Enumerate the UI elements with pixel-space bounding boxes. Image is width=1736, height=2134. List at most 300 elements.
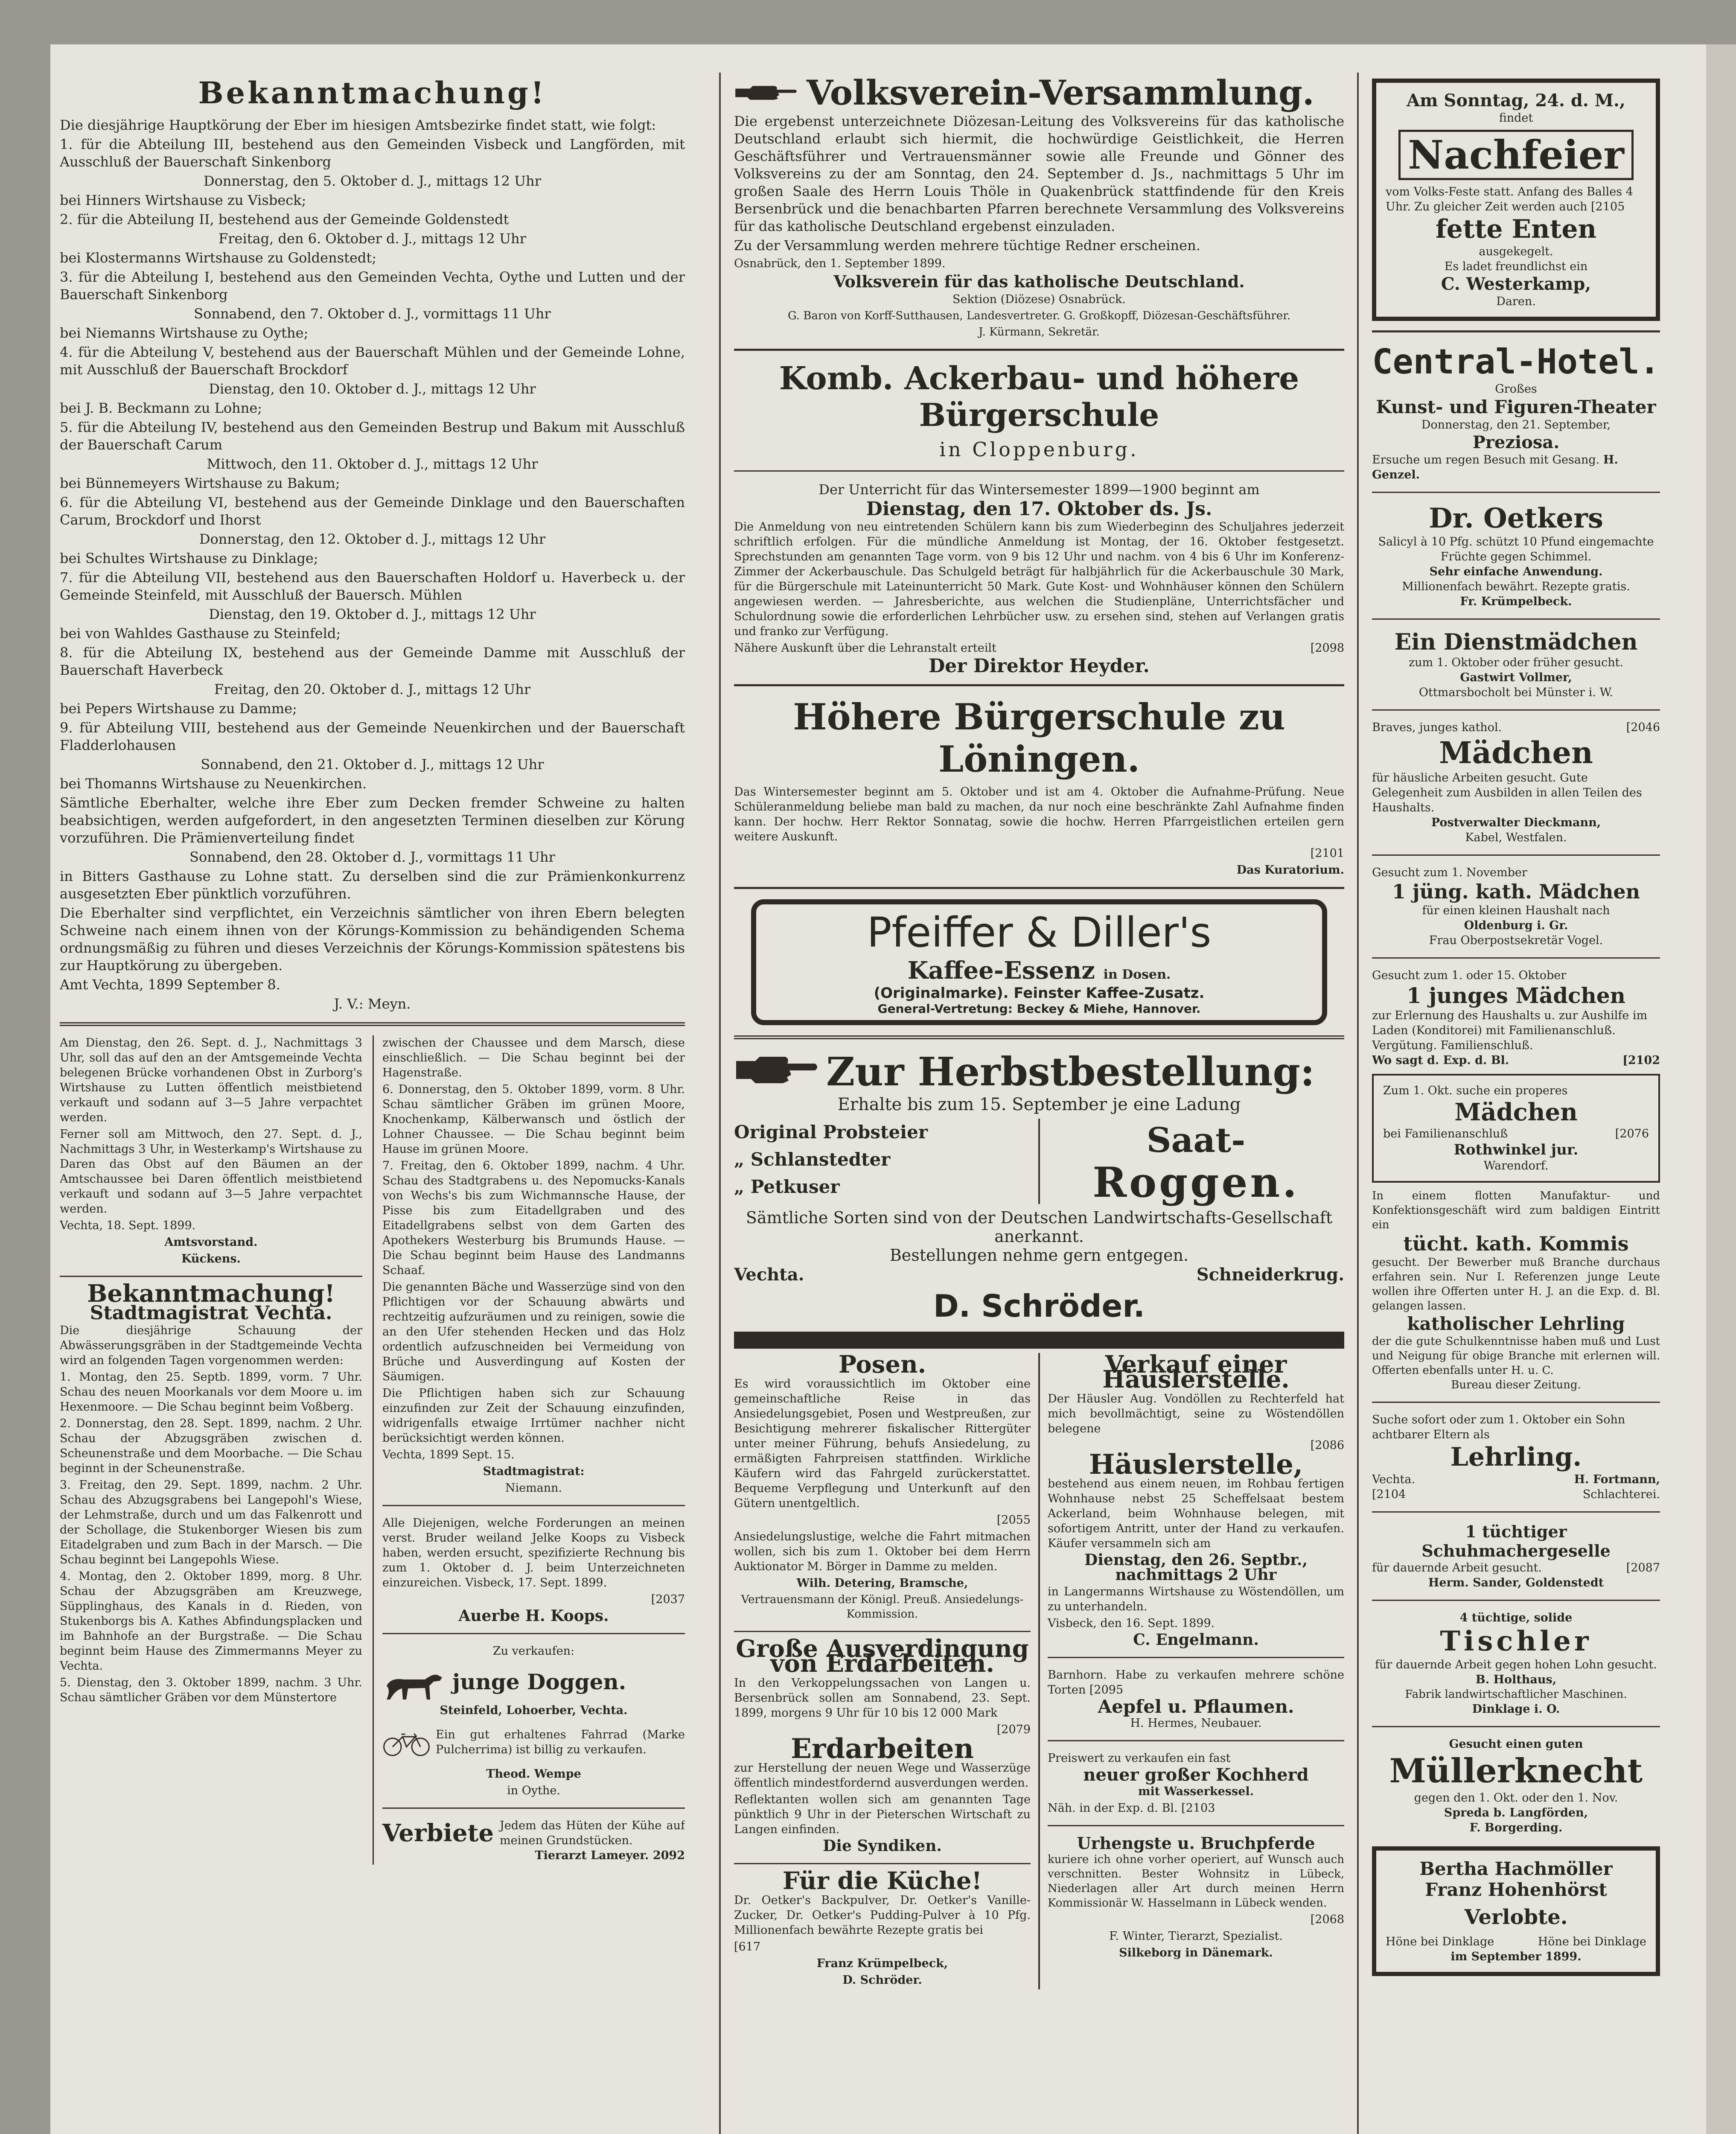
- eber-koerung-notice: [60, 117, 685, 1013]
- ad-signature: H. Genzel.: [1372, 453, 1618, 481]
- ad-line: für dauernde Arbeit gesucht. [2087: [1372, 1561, 1660, 1574]
- name: Franz Hohenhörst: [1425, 1879, 1607, 1900]
- ad-number-value: 2104: [1376, 1488, 1406, 1501]
- notice-date: Visbeck, den 16. Sept. 1899.: [1048, 1617, 1215, 1630]
- dienstmaedchen-title: Ein Dienstmädchen: [1394, 629, 1638, 655]
- ad-text: Ersuche um regen Besuch mit Gesang.: [1372, 453, 1600, 466]
- ad-line: Steinfeld, Lohoerber, Vechta.: [440, 1704, 628, 1717]
- ad-title: Lehrling.: [1450, 1442, 1582, 1472]
- ad-title: Preziosa.: [1472, 432, 1560, 452]
- bicycle-ad: [382, 1720, 685, 1767]
- notice-line: Sektion (Diözese) Osnabrück.: [952, 293, 1126, 306]
- notice-heading: Bekanntmachung!: [87, 1280, 335, 1308]
- ad-line: gesucht. Der Bewerber muß Branche durchaus erfahren sein. Nur I. Referenzen junge Leute wollen ihre Offerten unter H. J. an die Exp. d. Bl. gelangen lassen.: [1372, 1256, 1660, 1312]
- location: Schneiderkrug.: [1196, 1265, 1344, 1285]
- divider: [1372, 957, 1660, 959]
- divider: [734, 1863, 1031, 1864]
- ad-signature: Franz Krümpelbeck,: [816, 1957, 948, 1970]
- ad-line: kuriere ich ohne vorher operiert, auf Wunsch auch verschnitten. Bester Wohnsitz in Lübeck, Niederlagen aller Art durch meinen Herrn Kommissionär W. Hasselmann in Lübeck wenden.: [1048, 1853, 1344, 1910]
- divider: [1048, 1825, 1344, 1826]
- notice-line: Die Anmeldung von neu eintretenden Schülern kann bis zum Wiederbeginn des Schuljahres jederzeit schriftlich erfolgen. Für die mündliche Anmeldung ist Montag, der 16. Oktober festgesetzt. Sprechstunden am genannten Tage vorm. von 9 bis 12 Uhr und nachm. von 4 bis 6 Uhr im Konferenz-Zimmer der Ackerbauschule. Das Schulgeld beträgt für halbjährlich für die Ackerbauschule 30 Mark, für die Bürgerschule mit Lateinunterricht 50 Mark. Gute Kost- und Wohnhäuser können den Schülern angewiesen werden. — Jahresberichte, aus welchen die Studienpläne, Unterrichtsfächer und Schulordnung sowie die erforderlichen Lehrbücher usw. zu ersehen sind, stehen auf Verlangen gratis und franko zur Verfügung.: [734, 520, 1344, 638]
- ad-line: findet: [1499, 111, 1533, 125]
- notice-line: Der Unterricht für das Wintersemester 1899—1900 beginnt am: [818, 481, 1260, 498]
- pointing-hand-icon: [734, 1052, 819, 1091]
- ad-signature: D. Schröder.: [933, 1288, 1145, 1324]
- notice-line: In den Verkoppelungssachen von Langen u. Bersenbrück sollen am Sonnabend, 23. Sept. 1899, morgens 9 Uhr für 10 bis 12 000 Mark: [734, 1676, 1031, 1720]
- ad-line: [1386, 1934, 1646, 1949]
- ad-number: [2086: [1310, 1439, 1344, 1452]
- divider: [734, 470, 1344, 472]
- notice-line: in Langermanns Wirtshause zu Wöstendöllen, um zu unterhandeln.: [1048, 1585, 1344, 1613]
- ad-signature: Frau Oberpostsekretär Vogel.: [1429, 934, 1603, 947]
- ad-line: gegen den 1. Okt. oder den 1. Nov.: [1414, 1791, 1618, 1805]
- divider: [1372, 330, 1660, 332]
- notice-org: Volksverein für das katholische Deutschland.: [833, 272, 1245, 291]
- ad-number-value: 2087: [1631, 1561, 1660, 1574]
- ad-signature: Herm. Sander, Goldenstedt: [1428, 1576, 1604, 1589]
- notice-line: in Bitters Gasthause zu Lohne statt. Zu derselben sind die zur Prämienkonkurrenz ausgesetzten Eber pünktlich vorzuführen.: [60, 868, 685, 902]
- variety: „ Schlanstedter: [734, 1149, 891, 1170]
- notice-line: G. Baron von Korff-Sutthausen, Landesvertreter. G. Großkopff, Diözesan-Geschäftsführer.: [787, 309, 1291, 322]
- right-subcolumn: [373, 1035, 685, 1865]
- notice-date: Freitag, den 20. Oktober d. J., mittags 12 Uhr: [214, 681, 531, 697]
- kueche-title: Für die Küche!: [782, 1867, 982, 1895]
- ad-line: Kabel, Westfalen.: [1465, 831, 1567, 844]
- notice-line: Zu der Versammlung werden mehrere tüchtige Redner erscheinen.: [734, 237, 1200, 254]
- notice-place-date: Amt Vechta, 1899 September 8.: [60, 977, 280, 993]
- notice-signature: Niemann.: [505, 1481, 562, 1495]
- ad-date: Am Sonntag, 24. d. M.,: [1407, 90, 1625, 111]
- notice-line: bei Thomanns Wirtshause zu Neuenkirchen.: [60, 775, 367, 792]
- verbiete-ad: [382, 1818, 685, 1848]
- notice-line: 6. Donnerstag, den 5. Oktober 1899, vorm. 8 Uhr. Schau sämtlicher Gräben im grünen Moore, Knochenkamp, Kälberwansch und östlich der Lohner Chaussee. — Die Schau beginnt beim Hause im grünen Moore.: [382, 1083, 685, 1156]
- lehrling-title: katholischer Lehrling: [1407, 1313, 1625, 1334]
- muellerknecht-title: Müllerknecht: [1389, 1752, 1643, 1790]
- ad-number-value: 2076: [1619, 1127, 1649, 1140]
- saat-roggen-label: [1040, 1119, 1344, 1207]
- divider: [734, 1631, 1031, 1632]
- notice-date: Osnabrück, den 1. September 1899.: [734, 257, 946, 270]
- verlobung-ad: [1372, 1846, 1660, 1976]
- ad-line: Jedem das Hüten der Kühe auf meinen Grundstücken.: [500, 1819, 685, 1847]
- notice-line: 3. Freitag, den 29. Sept. 1899, nachm. 2 Uhr. Schau des Abzugsgrabens bei Langepohl's Wiese, der Lehmstraße, durch und um das Falkenrott und der Schollage, die Stukenborger Wiesen bis zum Eitadelgraben und zum Bach in der Marsch. — Die Schau beginnt bei Langepohls Wiese.: [60, 1478, 362, 1566]
- kommis-title: tücht. kath. Kommis: [1403, 1232, 1629, 1255]
- ad-signature: Theod. Wempe: [486, 1767, 581, 1781]
- divider: [1372, 618, 1660, 620]
- ad-line: bei Familienanschluß [2076: [1383, 1127, 1649, 1140]
- ad-line: Suche sofort oder zum 1. Oktober ein Sohn achtbarer Eltern als: [1372, 1413, 1625, 1441]
- ad-line: Dr. Oetker's Backpulver, Dr. Oetker's Vanille-Zucker, Dr. Oetker's Pudding-Pulver à 10 Pfg. Millionenfach bewährte Rezepte gratis bei: [734, 1894, 1031, 1937]
- ad-line: Es ladet freundlichst ein: [1444, 260, 1588, 273]
- ad-number-value: 2105: [1595, 200, 1625, 213]
- notice-date: Freitag, den 6. Oktober d. J., mittags 12 Uhr: [218, 230, 526, 247]
- ad-line: mit Wasserkessel.: [1138, 1785, 1254, 1798]
- notice-date: Dienstag, den 26. Septbr., nachmittags 2 Uhr: [1084, 1551, 1308, 1584]
- loeningen-notice: [734, 784, 1344, 878]
- ad-title: 1 tüchtiger Schuhmachergeselle: [1421, 1522, 1611, 1560]
- notice-date: Vechta, 18. Sept. 1899.: [60, 1219, 196, 1232]
- ad-title: Aepfel u. Pflaumen.: [1098, 1696, 1294, 1717]
- notice-line: 5. für die Abteilung IV, bestehend aus den Gemeinden Bestrup und Bakum mit Ausschluß der Bauerschaft Carum: [60, 419, 685, 453]
- ad-line: 4 tüchtige, solide: [1459, 1611, 1573, 1624]
- notice-signature: Die Syndiken.: [823, 1837, 942, 1855]
- ad-line: Preiswert zu verkaufen ein fast: [1048, 1752, 1231, 1765]
- ad-line: In einem flotten Manufaktur- und Konfektionsgeschäft wird zum baldigen Eintritt ein: [1372, 1189, 1660, 1231]
- notice-date: Sonnabend, den 28. Oktober d. J., vormittags 11 Uhr: [189, 849, 555, 865]
- ad-line: Salicyl à 10 Pfg. schützt 10 Pfund eingemachte Früchte gegen Schimmel.: [1378, 535, 1654, 563]
- notice-signature: Stadtmagistrat:: [483, 1465, 585, 1478]
- notice-line: 9. für Abteilung VIII, bestehend aus der Gemeinde Neuenkirchen und der Bauerschaft Fladderlohausen: [60, 720, 685, 753]
- nachfeier-title: Nachfeier: [1398, 130, 1634, 180]
- divider: [382, 1505, 685, 1506]
- ad-line: Zu verkaufen:: [492, 1644, 575, 1658]
- notice-date: Sonnabend, den 21. Oktober d. J., mittags 12 Uhr: [201, 756, 544, 773]
- left-subcolumn: [60, 1035, 362, 1865]
- divider: [1372, 1726, 1660, 1727]
- ad-number: [2101: [1310, 847, 1344, 860]
- ad-line: Sehr einfache Anwendung.: [1429, 565, 1603, 578]
- tischler-title: Tischler: [1440, 1625, 1592, 1657]
- ad-number: [2079: [996, 1723, 1031, 1736]
- notice-line: Die ergebenst unterzeichnete Diözesan-Leitung des Volksvereins für das katholische Deutschland erlaubt sich hiermit, die hochwürdige Geistlichkeit, die Herren Geschäftsführer und Vertrauensmänner sowie alle Freunde und Gönner des Volksvereins zu der am Sonntag, den 24. September d. Js., nachmittags 5 Uhr im großen Saale des Herrn Louis Thöle in Quakenbrück stattfindende für den Kreis Bersenbrück und die benachbarten Pfarren berechnete Versammlung des Volksvereins für das katholische Deutschland ergebenst einzuladen.: [734, 113, 1344, 234]
- divider: [60, 1022, 685, 1026]
- school-notice: [734, 481, 1344, 675]
- ad-title: Mädchen: [1454, 1098, 1578, 1126]
- column-rule: [719, 73, 721, 2134]
- obst-auction-notice: Ferner soll am Mittwoch, den 27. Sept. d. J., Nachmittags 3 Uhr, in Westerkamp's Wirtshause zu Daren das Obst auf den Bäumen an der Amtschaussee bei Daren öffentlich meistbietend verkauft und sodann auf 3—5 Jahre verpachtet werden.: [60, 1128, 362, 1216]
- ad-line: ausgekegelt.: [1479, 245, 1553, 258]
- notice-date: Dienstag, den 10. Oktober d. J., mittags 12 Uhr: [209, 381, 536, 397]
- black-bar: [734, 1332, 1344, 1349]
- notice-date: Sonnabend, den 7. Oktober d. J., vormittags 11 Uhr: [194, 306, 551, 322]
- ad-line: der die gute Schulkenntnisse haben muß und Lust und Neigung für obige Branche mit erlernen will. Offerten ebenfalls unter H. u. C.: [1372, 1335, 1660, 1377]
- divider: [60, 1276, 362, 1277]
- enten-title: fette Enten: [1435, 214, 1597, 244]
- ad-line: Großes: [1495, 382, 1537, 396]
- variety: „ Petkuser: [734, 1176, 840, 1197]
- ad-line: Bestellungen nehme gern entgegen.: [889, 1246, 1189, 1265]
- notice-line: Die genannten Bäche und Wasserzüge sind von den Pflichtigen vor der Schauung abwärts und rechtzeitig aufzuräumen und zu reinigen, sowie die an den Ufer stehenden Hecken und das Holz ordentlich aufzuschneiden bei Vermeidung von Brüche und Ausverdingung auf Kosten der Säumigen.: [382, 1280, 685, 1383]
- ad-number-value: 2092: [652, 1849, 685, 1862]
- verlobte-title: Verlobte.: [1464, 1905, 1568, 1929]
- notice-signature: Auerbe H. Koops.: [458, 1607, 609, 1625]
- roggen-title: Roggen.: [1092, 1158, 1299, 1207]
- ad-line: vom Volks-Feste statt. Anfang des Balles 4 Uhr. Zu gleicher Zeit werden auch [2105: [1386, 185, 1633, 213]
- ad-signature: B. Holthaus,: [1475, 1673, 1557, 1686]
- ad-line: Barnhorn. Habe zu verkaufen mehrere schöne Torten [2095: [1048, 1668, 1344, 1697]
- notice-line: bei Bünnemeyers Wirtshause zu Bakum;: [60, 475, 340, 491]
- notice-date: Mittwoch, den 11. Oktober d. J., mittags 12 Uhr: [207, 456, 538, 472]
- ad-title: 1 jüng. kath. Mädchen: [1392, 880, 1640, 903]
- divider: [1372, 854, 1660, 856]
- notice-signature: Das Kuratorium.: [1236, 863, 1344, 877]
- notice-date: Donnerstag, den 12. Oktober d. J., mittags 12 Uhr: [199, 531, 546, 547]
- ad-title: 1 junges Mädchen: [1407, 983, 1625, 1008]
- ad-line: [2104 Schlachterei.: [1372, 1488, 1660, 1501]
- ad-number-value: 2101: [1315, 847, 1344, 860]
- ad-number-value: 2068: [1315, 1913, 1344, 1926]
- notice-line: bei von Wahldes Gasthause zu Steinfeld;: [60, 625, 341, 641]
- ad-number: [2037: [651, 1593, 685, 1606]
- ad-line: Gesucht zum 1. oder 15. Oktober: [1372, 969, 1567, 982]
- notice-signature: Kückens.: [181, 1252, 241, 1265]
- saat-title: Saat-: [1146, 1120, 1246, 1160]
- ad-line: Ottmarsbocholt bei Münster i. W.: [1419, 686, 1614, 699]
- ad-line: [763, 956, 1315, 985]
- ad-text: vom Volks-Feste statt. Anfang des Balles 4 Uhr. Zu gleicher Zeit werden auch: [1386, 185, 1633, 213]
- herbst-title: Zur Herbstbestellung:: [826, 1049, 1315, 1095]
- ad-line: Gesucht zum 1. November: [1372, 866, 1527, 879]
- ad-line: Sämtliche Sorten sind von der Deutschen Landwirtschafts-Gesellschaft anerkannt.: [746, 1208, 1333, 1246]
- ad-signature: F. Winter, Tierarzt, Spezialist.: [1109, 1930, 1283, 1943]
- notice-line: bei Niemanns Wirtshause zu Oythe;: [60, 325, 309, 341]
- notice-line: Nähere Auskunft über die Lehranstalt erteilt [2098: [734, 641, 1344, 655]
- ad-signature: Silkeborg in Dänemark.: [1119, 1946, 1273, 1959]
- ad-number-value: 2086: [1315, 1439, 1344, 1452]
- verbiete-title: Verbiete: [382, 1819, 494, 1847]
- ad-number-value: 2102: [1628, 1054, 1660, 1067]
- ad-text: Barnhorn. Habe zu verkaufen mehrere schöne Torten: [1048, 1668, 1344, 1697]
- divider: [734, 349, 1344, 351]
- place: Höne bei Dinklage: [1538, 1935, 1646, 1948]
- notice-signature: Amtsvorstand.: [164, 1236, 258, 1249]
- oetker-title: Dr. Oetkers: [1429, 502, 1603, 534]
- notice-line: zwischen der Chaussee und dem Marsch, diese einschließlich. — Die Schau beginnt bei der Hagenstraße.: [382, 1036, 685, 1079]
- divider: [1372, 1600, 1660, 1601]
- notice-line: 1. Montag, den 25. Septb. 1899, vorm. 7 Uhr. Schau des neuen Moorkanals vor dem Moore u. im Hexenmoore. — Die Schau beginnt beim Voßberg.: [60, 1370, 362, 1414]
- obst-auction-notice: Am Dienstag, den 26. Sept. d. J., Nachmittags 3 Uhr, soll das auf den an der Amtsgemeinde Vechta belegenen Brücke vorhandenen Obst in Zurborg's Wirtshause zu Lutten öffentlich meistbietend verkauft und sodann auf 3—5 Jahre verpachtet werden.: [60, 1036, 362, 1124]
- divider: [1372, 1511, 1660, 1513]
- notice-line: 2. für die Abteilung II, bestehend aus der Gemeinde Goldenstedt: [60, 211, 509, 227]
- verkauf-title: Verkauf einer Häuslerstelle.: [1102, 1350, 1290, 1394]
- ad-signature: D. Schröder.: [842, 1974, 922, 1987]
- ad-line: Millionenfach bewährt. Rezepte gratis.: [1402, 580, 1630, 593]
- ad-date: Donnerstag, den 21. September,: [1421, 418, 1611, 431]
- ad-line: Wo sagt d. Exp. d. Bl. [2102: [1372, 1054, 1660, 1067]
- dog-icon: [382, 1660, 446, 1703]
- notice-line: 1. für die Abteilung III, bestehend aus den Gemeinden Visbeck und Langförden, mit Ausschluß der Bauerschaft Sinkenborg: [60, 136, 685, 170]
- ad-text: für dauernde Arbeit gesucht.: [1372, 1561, 1542, 1574]
- ad-signature: [382, 1848, 685, 1863]
- ad-text: Wo sagt d. Exp. d. Bl.: [1372, 1054, 1509, 1067]
- pfeiffer-title: Pfeiffer & Diller's: [867, 909, 1212, 956]
- herbst-header: [734, 1049, 1344, 1095]
- ad-line: Braves, junges kathol. [2046: [1372, 721, 1660, 734]
- notice-signature: C. Engelmann.: [1133, 1631, 1259, 1649]
- ad-number-value: 2079: [1001, 1723, 1031, 1736]
- name: Bertha Hachmöller: [1419, 1858, 1613, 1879]
- ad-signature: F. Borgerding.: [1469, 1821, 1563, 1834]
- bicycle-icon: [382, 1720, 431, 1767]
- notice-line: Es wird voraussichtlich im Oktober eine gemeinschaftliche Reise in das Ansiedelungsgebiet, Posen und Westpreußen, zur Besichtigung mehrerer fiskalischer Rittergüter unter meiner Führung, behufs Ansiedelung, zu ermäßigten Fahrpreisen stattfinden. Wirkliche Käufern wird das Fahrgeld zurückerstattet. Bequeme Verpflegung und Unterkunft auf den Gütern unentgeltlich.: [734, 1377, 1031, 1510]
- posen-title: Posen.: [838, 1350, 926, 1379]
- ad-text: Kaffee-Essenz: [907, 956, 1095, 985]
- notice-line: Die Eberhalter sind verpflichtet, ein Verzeichnis sämtlicher von ihren Ebern belegten Schweine nach einem ihnen von der Körungs-Kommission zu behändigenden Schema ordnungsmäßig zu führen und dieses Verzeichnis der Körungs-Kommission spätestens bis zur Hauptkörung zu übergeben.: [60, 905, 685, 974]
- notice-line: bei J. B. Beckmann zu Lohne;: [60, 400, 262, 416]
- doggen-title: junge Doggen.: [452, 1669, 626, 1694]
- place: Höne bei Dinklage: [1386, 1935, 1494, 1948]
- ad-line: Dinklage i. O.: [1472, 1703, 1560, 1716]
- ad-number: [617: [734, 1940, 761, 1953]
- ad-number-value: 617: [738, 1940, 761, 1953]
- notice-signature: Wilh. Detering, Bramsche,: [796, 1577, 968, 1590]
- ad-line: zum 1. Oktober oder früher gesucht.: [1408, 656, 1624, 669]
- notice-line: Die diesjährige Schauung der Abwässerungsgräben in der Stadtgemeinde Vechta wird an folgenden Tagen vorgenommen werden:: [60, 1324, 362, 1367]
- notice-line: Das Wintersemester beginnt am 5. Oktober und ist am 4. Oktober die Aufnahme-Prüfung. Neue Schüleranmeldung beliebe man bald zu machen, da nur noch eine beschränkte Zahl Aufnahme finden kann. Der hochw. Herr Rektor Sonnatag, sowie die hochw. Herren Pfarrgeistlichen erteilen gern weitere Auskunft.: [734, 785, 1344, 843]
- notice-line: Sämtliche Eberhalter, welche ihre Eber zum Decken fremder Schweine zu halten beabsichtigen, werden aufgefordert, in den angesetzten Terminen dieselben zur Körung vorzuführen. Die Prämienverteilung findet: [60, 795, 685, 846]
- notice-date: Donnerstag, den 5. Oktober d. J., mittags 12 Uhr: [203, 173, 541, 189]
- notice-line: bei Klostermanns Wirtshause zu Goldenstedt;: [60, 250, 377, 266]
- ad-signature: Rothwinkel jur.: [1453, 1141, 1579, 1158]
- ad-line: für dauernde Arbeit gegen hohen Lohn gesucht.: [1375, 1658, 1657, 1671]
- pointing-hand-icon: [734, 81, 798, 104]
- location: Vechta.: [734, 1265, 804, 1285]
- ad-line: für häusliche Arbeiten gesucht. Gute Gelegenheit zum Ausbilden in allen Teilen des Haushalts.: [1372, 771, 1642, 814]
- lower-subcolumns: [734, 1350, 1344, 1989]
- notice-line: Die Pflichtigen haben sich zur Schauung einzufinden zur Zeit der Schauung einzufinden, widrigenfalls etwaige Irrtümer nachher nicht berücksichtigt werden können.: [382, 1387, 685, 1445]
- divider: [1048, 1657, 1344, 1658]
- ad-text: Schlachterei.: [1582, 1488, 1660, 1501]
- notice-line: Vertrauensmann der Königl. Preuß. Ansiedelungs-Kommission.: [741, 1593, 1024, 1621]
- notice-signature: J. V.: Meyn.: [334, 996, 411, 1012]
- notice-line: 2. Donnerstag, den 28. Sept. 1899, nachm. 2 Uhr. Schau der Abzugsgräben zwischen d. Scheunenstraße und dem Moorbache. — Die Schau beginnt in der Scheunenstraße.: [60, 1417, 362, 1475]
- ad-number: [2068: [1310, 1913, 1344, 1926]
- ad-line: Daren.: [1496, 295, 1536, 308]
- ad-title: neuer großer Kochherd: [1083, 1765, 1309, 1785]
- notice-heading: Bekanntmachung!: [198, 75, 547, 111]
- notice-signature: Der Direktor Heyder.: [929, 655, 1150, 677]
- ad-line: [1372, 1472, 1660, 1487]
- divider: [1048, 1740, 1344, 1741]
- notice-line: bei Hinners Wirtshause zu Visbeck;: [60, 192, 306, 208]
- column-2: [734, 73, 1344, 2134]
- divider: [734, 887, 1344, 889]
- notice-line: bestehend aus einem neuen, im Rohbau fertigen Wohnhause nebst 25 Scheffelsaat bestem Ackerland, beim Wohnhause belegen, mit sofortigem Antritt, unter der Hand zu verkaufen. Käufer versammeln sich am: [1048, 1477, 1344, 1550]
- ausverdingung-title: Große Ausverdingung von Erdarbeiten.: [736, 1635, 1029, 1678]
- ad-date: im September 1899.: [1451, 1950, 1582, 1963]
- notice-line: 8. für die Abteilung IX, bestehend aus der Gemeinde Damme mit Ausschluß der Bauerschaft Haverbeck: [60, 644, 685, 678]
- ad-line: Zum 1. Okt. suche ein properes: [1383, 1084, 1568, 1097]
- notice-line: zur Herstellung der neuen Wege und Wasserzüge öffentlich mindestfordernd ausverdungen werden.: [734, 1761, 1031, 1790]
- school-place: in Cloppenburg.: [939, 438, 1139, 461]
- ad-line: für einen kleinen Haushalt nach: [1422, 904, 1610, 917]
- notice-line: bei Pepers Wirtshause zu Damme;: [60, 700, 297, 717]
- ad-line: Oldenburg i. Gr.: [1464, 919, 1568, 932]
- ad-number-value: 2046: [1631, 721, 1660, 734]
- ad-signature: C. Westerkamp,: [1441, 274, 1591, 294]
- ad-number-value: 2095: [1094, 1683, 1124, 1697]
- ad-line: in Oythe.: [507, 1784, 560, 1797]
- ad-number-value: 2103: [1185, 1802, 1215, 1815]
- notice-line: bei Schultes Wirtshause zu Dinklage;: [60, 550, 318, 566]
- notice-line: 4. für die Abteilung V, bestehend aus der Bauerschaft Mühlen und der Gemeinde Lohne, mit Ausschluß der Bauerschaft Brockdorf: [60, 344, 685, 378]
- notice-line: 7. Freitag, den 6. Oktober 1899, nachm. 4 Uhr. Schau des Stadtgrabens u. des Nepomucks-Kanals von Wechs's bis zum Wichmannsche Hause, der Pisse bis zum Eitadellgraben und des Eitadellgrabens selbst von dem Garten des Apothekers Westerburg bis Brumunds Hause. — Die Schau beginnt beim Hause des Landmanns Schaaf.: [382, 1159, 685, 1277]
- ad-signature-name: Tierarzt Lameyer.: [535, 1849, 649, 1862]
- divider: [1372, 709, 1660, 711]
- ad-line: Warendorf.: [1483, 1159, 1549, 1172]
- ad-text: bei Familienanschluß: [1383, 1127, 1508, 1140]
- right-subcolumn: [1040, 1350, 1344, 1989]
- notice-text: Nähere Auskunft über die Lehranstalt erteilt: [734, 641, 996, 655]
- ad-line: Erhalte bis zum 15. September je eine Ladung: [837, 1095, 1241, 1114]
- volksverein-header: [734, 73, 1344, 113]
- divider: [734, 1035, 1344, 1039]
- ad-number: [2055: [996, 1513, 1031, 1527]
- ad-text: Braves, junges kathol.: [1372, 721, 1502, 734]
- ad-line: (Originalmarke). Feinster Kaffee-Zusatz.: [874, 985, 1205, 1002]
- column-1: [60, 73, 685, 2134]
- ad-line: [1372, 452, 1660, 482]
- divider: [1372, 492, 1660, 493]
- divider: [1372, 1402, 1660, 1403]
- ad-number-value: 2037: [655, 1593, 685, 1606]
- nachfeier-ad: [1372, 79, 1660, 321]
- ad-line: General-Vertretung: Beckey & Miehe, Hannover.: [877, 1002, 1201, 1016]
- ad-number-value: 2098: [1315, 641, 1344, 655]
- notice-subheading: Stadtmagistrat Vechta.: [90, 1302, 332, 1324]
- divider: [382, 1807, 685, 1809]
- erdarbeiten-title: Erdarbeiten: [790, 1733, 974, 1765]
- ad-text: in Dosen.: [1103, 967, 1171, 982]
- notice-line: 7. für die Abteilung VII, bestehend aus den Bauerschaften Holdorf u. Haverbeck u. der Gemeinde Steinfeld, mit Ausschluß der Bauersch. Mühlen: [60, 569, 685, 603]
- left-subcolumn: [734, 1350, 1040, 1989]
- school-title: Komb. Ackerbau- und höhere Bürgerschule: [779, 360, 1299, 434]
- two-column-section: [60, 1035, 685, 1865]
- location: Vechta.: [1372, 1473, 1416, 1486]
- variety: Original Probsteier: [734, 1122, 928, 1143]
- loeningen-title: Höhere Bürgerschule zu Löningen.: [793, 696, 1285, 780]
- notice-line: 6. für die Abteilung VI, bestehend aus der Gemeinde Dinklage und den Bauerschaften Carum, Brockdorf und Ihorst: [60, 494, 685, 528]
- ad-signature: Fr. Krümpelbeck.: [1460, 595, 1572, 608]
- volksverein-notice: [734, 113, 1344, 339]
- notice-line: 5. Dienstag, den 3. Oktober 1899, nachm. 3 Uhr. Schau sämtlicher Gräben vor dem Münstertore: [60, 1676, 362, 1704]
- divider: [734, 684, 1344, 686]
- koops-notice: Alle Diejenigen, welche Forderungen an meinen verst. Bruder weiland Jelke Koops zu Visbeck haben, werden ersucht, spezifizierte Rechnung bis zum 1. Oktober d. J. beim Unterzeichneten einzureichen. Visbeck, 17. Sept. 1899.: [382, 1516, 685, 1589]
- column-rule: [1357, 73, 1359, 2134]
- maedchen-title: Mädchen: [1439, 735, 1593, 770]
- theater-title: Kunst- und Figuren-Theater: [1376, 396, 1656, 417]
- doggen-ad: [382, 1660, 685, 1703]
- varieties: [734, 1119, 1040, 1204]
- notice-line: Die diesjährige Hauptkörung der Eber im hiesigen Amtsbezirke findet statt, wie folgt:: [60, 117, 656, 133]
- notice-line: Reflektanten wollen sich am genannten Tage pünktlich 9 Uhr in der Pieterschen Wirtschaft zu Langen einfinden.: [734, 1793, 1031, 1836]
- divider: [382, 1633, 685, 1634]
- ad-signature: Postverwalter Dieckmann,: [1431, 816, 1601, 829]
- pfeiffer-diller-ad: [751, 899, 1327, 1025]
- notice-date: Vechta, 1899 Sept. 15.: [382, 1448, 515, 1461]
- ad-title: Urhengste u. Bruchpferde: [1077, 1834, 1315, 1853]
- notice-line: 3. für die Abteilung I, bestehend aus den Gemeinden Vechta, Oythe und Lutten und der Bauerschaft Sinkenborg: [60, 269, 685, 303]
- page-edge: [1706, 44, 1736, 2134]
- ad-line: zur Erlernung des Haushalts u. zur Aushilfe im Laden (Konditorei) mit Familienanschluß. Vergütung. Familienschluß.: [1372, 1009, 1648, 1052]
- ad-signature: H. Fortmann,: [1574, 1473, 1660, 1486]
- ad-line: Ein gut erhaltenes Fahrrad (Marke Pulcherrima) ist billig zu verkaufen.: [435, 1728, 685, 1756]
- notice-date: Dienstag, den 17. Oktober ds. Js.: [866, 498, 1212, 520]
- notice-line: Der Häusler Aug. Vondöllen zu Rechterfeld hat mich bevollmächtigt, seine zu Wöstendöllen belegene: [1048, 1392, 1344, 1435]
- ad-line: Gesucht einen guten: [1449, 1738, 1583, 1751]
- notice-line: J. Kürmann, Sekretär.: [979, 326, 1100, 338]
- ad-locations: [734, 1265, 1344, 1285]
- column-3: [1372, 73, 1660, 2134]
- notice-date: Dienstag, den 19. Oktober d. J., mittags 12 Uhr: [209, 606, 536, 622]
- ad-signature: H. Hermes, Neubauer.: [1130, 1717, 1262, 1730]
- ad-line: Näh. in der Exp. d. Bl. [2103: [1048, 1802, 1215, 1815]
- haeuslerstelle-title: Häuslerstelle,: [1089, 1449, 1303, 1481]
- central-hotel-title: Central-Hotel.: [1372, 342, 1660, 382]
- notice-line: 4. Montag, den 2. Oktober 1899, morg. 8 Uhr. Schau der Abzugsgräben am Kreuzwege, Süpplinghaus, des Kanals in d. Rieden, von Stukenborgs bis A. Kathes Abfindungsplacken und im Bahnhofe an der Burgstraße. — Die Schau beginnt beim Hause des Zimmermanns Meyer zu Vechta.: [60, 1570, 362, 1673]
- notice-line: Ansiedelungslustige, welche die Fahrt mitmachen wollen, sich bis zum 1. Oktober bei dem Herrn Auktionator M. Börger in Damme zu melden.: [734, 1530, 1031, 1573]
- ad-signature: Gastwirt Vollmer,: [1460, 671, 1572, 684]
